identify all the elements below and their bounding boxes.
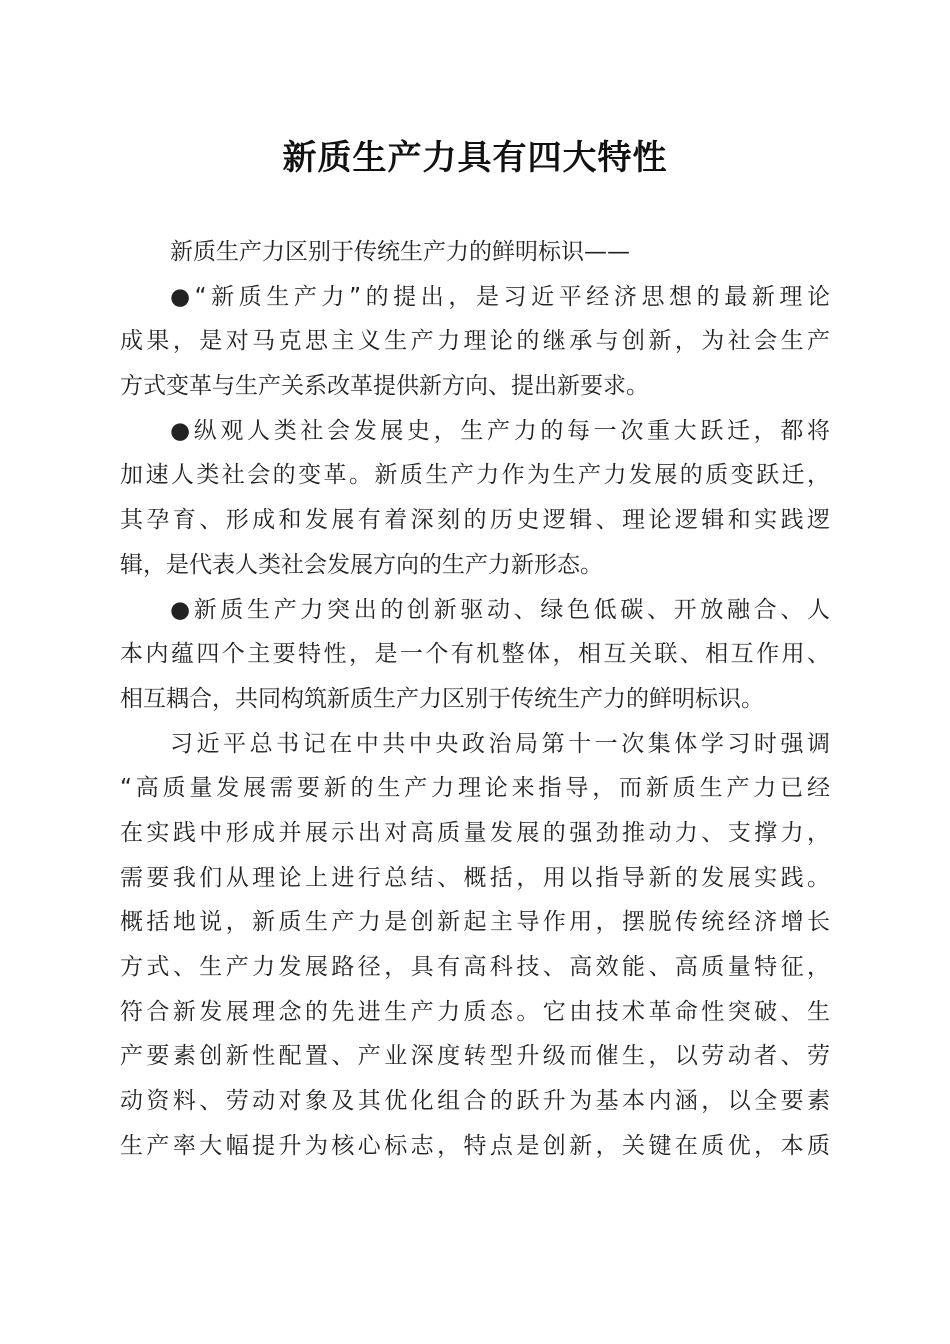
bullet-paragraph-3-line: ●新质生产力突出的创新驱动、绿色低碳、开放融合、人: [170, 596, 830, 623]
body-paragraph-line: 概括地说，新质生产力是创新起主导作用，摆脱传统经济增长: [120, 909, 830, 936]
document-title: 新质生产力具有四大特性: [282, 138, 668, 178]
bullet-paragraph-3-line: 本内蕴四个主要特性，是一个有机整体，相互关联、相互作用、: [120, 641, 830, 668]
body-paragraph-line: 符合新发展理念的先进生产力质态。它由技术革命性突破、生: [120, 998, 830, 1025]
body-paragraph-line: 生产率大幅提升为核心标志，特点是创新，关键在质优，本质: [120, 1132, 830, 1159]
body-paragraph-line: “高质量发展需要新的生产力理论来指导，而新质生产力已经: [120, 775, 830, 802]
body-paragraph-line: 习近平总书记在中共中央政治局第十一次集体学习时强调: [170, 730, 830, 757]
bullet-paragraph-1-line: 方式变革与生产关系改革提供新方向、提出新要求。: [120, 373, 649, 400]
bullet-paragraph-2-line: ●纵观人类社会发展史，生产力的每一次重大跃迁，都将: [170, 417, 830, 444]
bullet-paragraph-2-line: 其孕育、形成和发展有着深刻的历史逻辑、理论逻辑和实践逻: [120, 507, 830, 534]
document-body: [120, 230, 830, 1168]
bullet-paragraph-2-line: 加速人类社会的变革。新质生产力作为生产力发展的质变跃迁，: [120, 462, 830, 489]
bullet-paragraph-3-line: 相互耦合，共同构筑新质生产力区别于传统生产力的鲜明标识。: [120, 685, 764, 712]
bullet-paragraph-1-line: 成果，是对马克思主义生产力理论的继承与创新，为社会生产: [120, 328, 830, 355]
bullet-paragraph-1-line: ●“新质生产力”的提出，是习近平经济思想的最新理论: [170, 283, 830, 310]
body-paragraph-line: 动资料、劳动对象及其优化组合的跃升为基本内涵，以全要素: [120, 1088, 830, 1115]
paragraph-lead: 新质生产力区别于传统生产力的鲜明标识——: [170, 239, 630, 265]
body-paragraph-line: 方式、生产力发展路径，具有高科技、高效能、高质量特征，: [120, 954, 830, 980]
body-paragraph-line: 产要素创新性配置、产业深度转型升级而催生，以劳动者、劳: [120, 1043, 830, 1070]
body-paragraph-line: 在实践中形成并展示出对高质量发展的强劲推动力、支撑力，: [120, 819, 830, 846]
body-paragraph-line: 需要我们从理论上进行总结、概括，用以指导新的发展实践。: [120, 864, 830, 891]
bullet-paragraph-2-line: 辑，是代表人类社会发展方向的生产力新形态。: [120, 551, 603, 578]
